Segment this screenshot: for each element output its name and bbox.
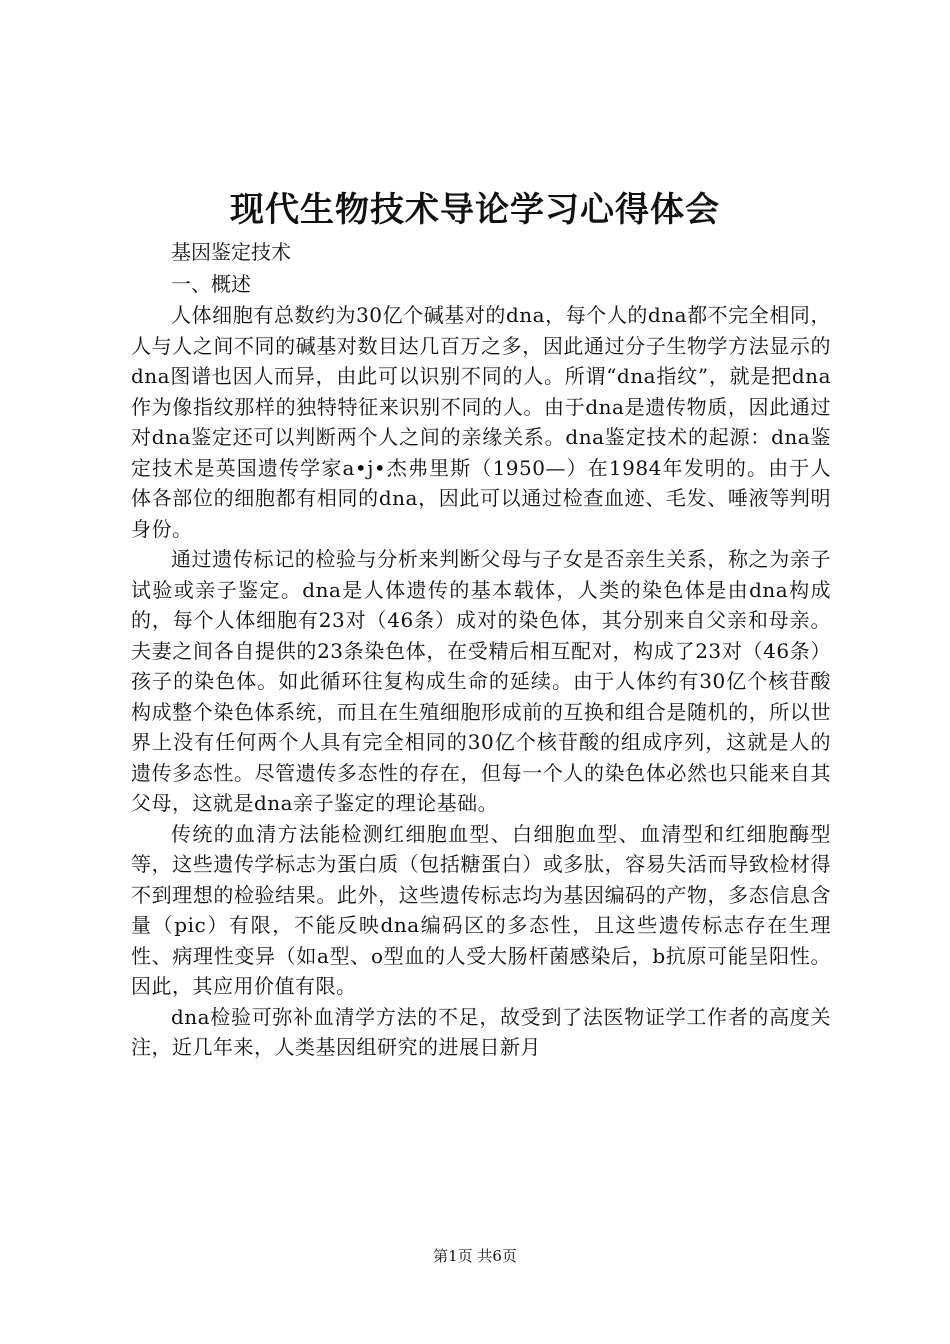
paragraph-4: dna检验可弥补血清学方法的不足，故受到了法医物证学工作者的高度关注，近几年来，人类基因组研究的进展日新月 bbox=[131, 1004, 831, 1059]
page-title: 现代生物技术导论学习心得体会 bbox=[230, 190, 720, 230]
page-number-footer: 第1页 共6页 bbox=[433, 1247, 517, 1265]
paragraph-2: 通过遗传标记的检验与分析来判断父母与子女是否亲生关系，称之为亲子试验或亲子鉴定。dna是人体遗传的基本载体，人类的染色体是由dna构成的，每个人体细胞有23对（46条）成对的染色体，其分别来自父亲和母亲。夫妻之间各自提供的23条染色体，在受精后相互配对，构成了23对（46条）孩子的染色体。如此循环往复构成生命的延续。由于人体约有30亿个核苷酸构成整个染色体系统，而且在生殖细胞形成前的互换和组合是随机的，所以世界上没有任何两个人具有完全相同的30亿个核苷酸的组成序列，这就是人的遗传多态性。尽管遗传多态性的存在，但每一个人的染色体必然也只能来自其父母，这就是dna亲子鉴定的理论基础。 bbox=[131, 547, 831, 815]
document-body bbox=[131, 236, 831, 1063]
paragraph-3: 传统的血清方法能检测红细胞血型、白细胞血型、血清型和红细胞酶型等，这些遗传学标志为蛋白质（包括糖蛋白）或多肽，容易失活而导致检材得不到理想的检验结果。此外，这些遗传标志均为基因编码的产物，多态信息含量（pic）有限，不能反映dna编码区的多态性，且这些遗传标志存在生理性、病理性变异（如a型、o型血的人受大肠杆菌感染后，b抗原可能呈阳性。因此，其应用价值有限。 bbox=[131, 821, 831, 998]
sub-heading: 一、概述 bbox=[171, 272, 251, 296]
section-heading: 基因鉴定技术 bbox=[171, 240, 291, 264]
paragraph-1: 人体细胞有总数约为30亿个碱基对的dna，每个人的dna都不完全相同，人与人之间不同的碱基对数目达几百万之多，因此通过分子生物学方法显示的dna图谱也因人而异，由此可以识别不同的人。所谓“dna指纹”，就是把dna作为像指纹那样的独特特征来识别不同的人。由于dna是遗传物质，因此通过对dna鉴定还可以判断两个人之间的亲缘关系。dna鉴定技术的起源：dna鉴定技术是英国遗传学家a•j•杰弗里斯（1950—）在1984年发明的。由于人体各部位的细胞都有相同的dna，因此可以通过检查血迹、毛发、唾液等判明身份。 bbox=[131, 303, 831, 541]
